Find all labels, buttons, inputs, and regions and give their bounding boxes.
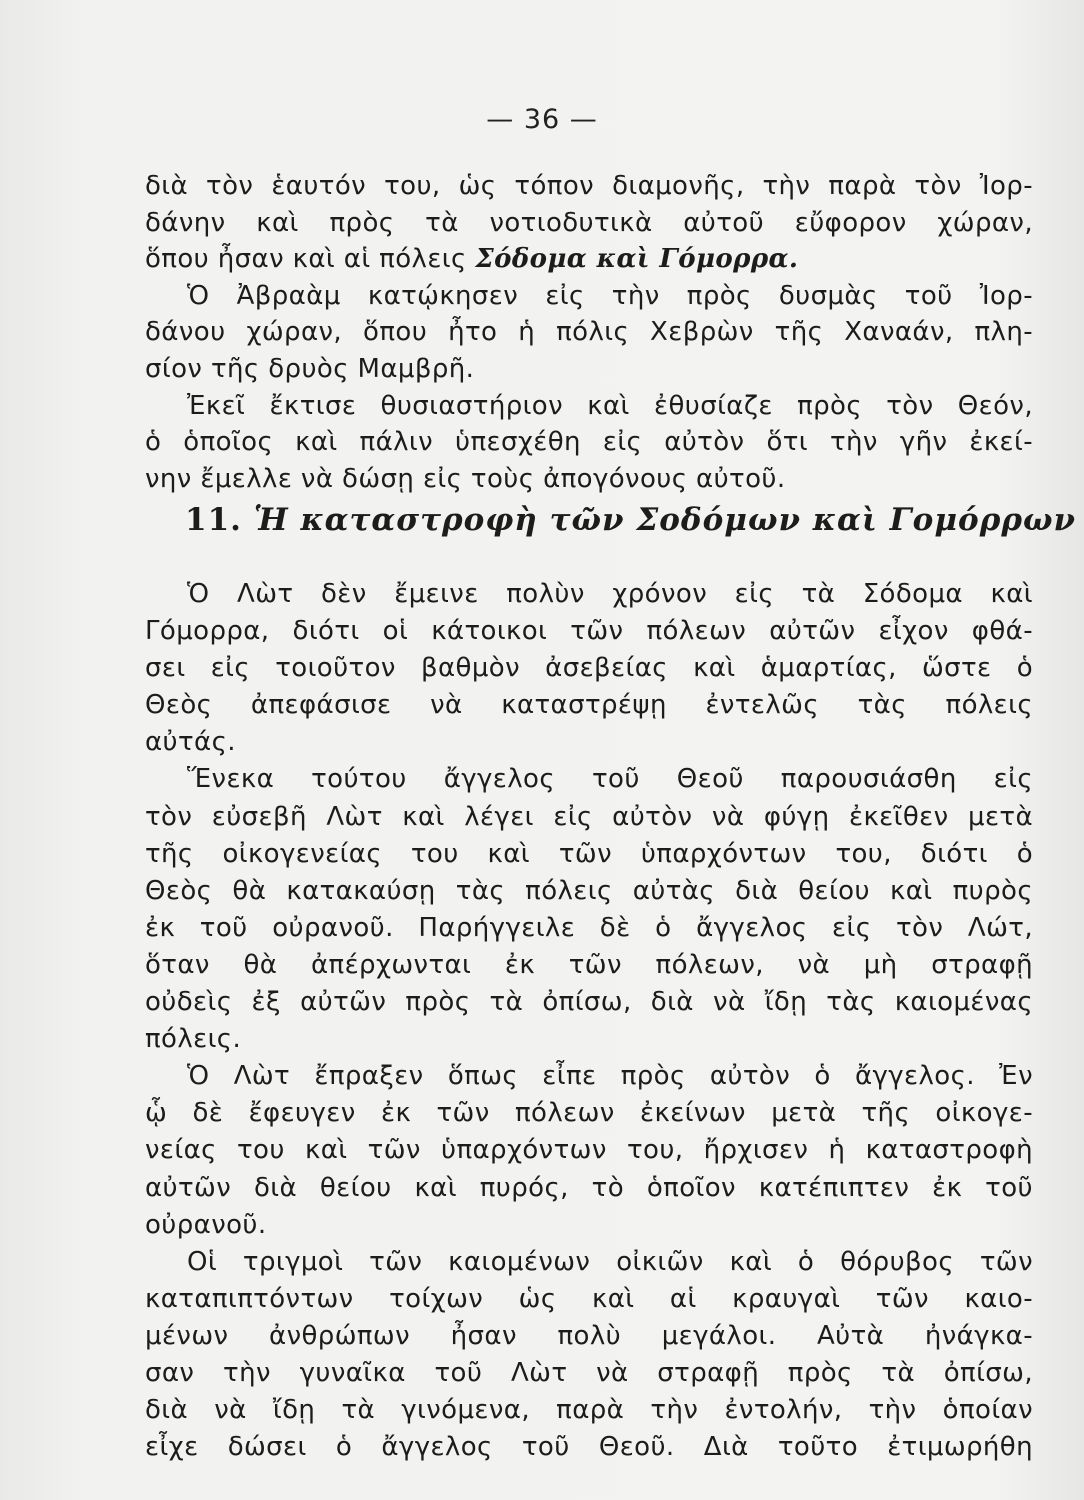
text-line: Ἐκεῖ ἔκτισε θυσιαστήριον καὶ ἐθυσίαζε πρὸς τὸν Θεόν, xyxy=(187,390,1033,421)
text-line: διὰ νὰ ἴδῃ τὰ γινόμενα, παρὰ τὴν ἐντολήν, τὴν ὁποίαν xyxy=(145,1395,1033,1426)
text-line-start: ὅπου ἦσαν καὶ αἱ πόλεις xyxy=(145,244,467,275)
text-line: Θεὸς ἀπεφάσισε νὰ καταστρέψῃ ἐντελῶς τὰς πόλεις xyxy=(145,690,1033,721)
text-line: Οἱ τριγμοὶ τῶν καιομένων οἰκιῶν καὶ ὁ θόρυβος τῶν xyxy=(187,1246,1033,1277)
text-line: πόλεις. xyxy=(145,1024,242,1055)
section-heading xyxy=(185,502,1076,538)
text-line: Γόμορρα, διότι οἱ κάτοικοι τῶν πόλεων αὐτῶν εἶχον φθά- xyxy=(145,616,1033,647)
text-line: αὐτῶν διὰ θείου καὶ πυρός, τὸ ὁποῖον κατέπιπτεν ἐκ τοῦ xyxy=(145,1172,1033,1203)
section-title: Ἡ καταστροφὴ τῶν Σοδόμων καὶ Γομόρρων xyxy=(253,502,1076,538)
text-line: ἐκ τοῦ οὐρανοῦ. Παρήγγειλε δὲ ὁ ἄγγελος εἰς τὸν Λώτ, xyxy=(145,912,1033,943)
text-line: διὰ τὸν ἑαυτόν του, ὡς τόπον διαμονῆς, τὴν παρὰ τὸν Ἰορ- xyxy=(145,171,1033,201)
text-line: δάνην καὶ πρὸς τὰ νοτιοδυτικὰ αὐτοῦ εὔφορον χώραν, xyxy=(145,207,1033,238)
text-line: Ὁ Ἀβραὰμ κατῴκησεν εἰς τὴν πρὸς δυσμὰς τοῦ Ἰορ- xyxy=(187,280,1033,311)
page-number: — 36 — xyxy=(486,104,598,135)
text-line: σίον τῆς δρυὸς Μαμβρῆ. xyxy=(145,353,475,384)
text-line: σει εἰς τοιοῦτον βαθμὸν ἀσεβείας καὶ ἁμαρτίας, ὥστε ὁ xyxy=(145,653,1033,684)
text-line: εἶχε δώσει ὁ ἄγγελος τοῦ Θεοῦ. Διὰ τοῦτο ἐτιμωρήθη xyxy=(145,1432,1033,1463)
text-line: Ὁ Λὼτ ἔπραξεν ὅπως εἶπε πρὸς αὐτὸν ὁ ἄγγελος. Ἐν xyxy=(187,1061,1033,1092)
section-2-text xyxy=(145,576,1033,1466)
text-line xyxy=(145,241,1033,278)
section-number: 11. xyxy=(185,502,242,538)
text-line: Ἕνεκα τούτου ἄγγελος τοῦ Θεοῦ παρουσιάσθη εἰς xyxy=(187,764,1033,795)
text-line: σαν τὴν γυναῖκα τοῦ Λὼτ νὰ στραφῇ πρὸς τὰ ὀπίσω, xyxy=(145,1357,1033,1388)
text-line: Ὁ Λὼτ δὲν ἔμεινε πολὺν χρόνον εἰς τὰ Σόδομα καὶ xyxy=(187,579,1033,609)
text-line: τὸν εὐσεβῆ Λὼτ καὶ λέγει εἰς αὐτὸν νὰ φύγῃ ἐκεῖθεν μετὰ xyxy=(145,801,1033,832)
text-line: αὐτάς. xyxy=(145,727,236,758)
text-line: ὁ ὁποῖος καὶ πάλιν ὑπεσχέθη εἰς αὐτὸν ὅτι τὴν γῆν ἐκεί- xyxy=(145,427,1033,458)
emphasized-place-names: Σόδομα καὶ Γόμορρα. xyxy=(475,244,799,275)
text-line: Θεὸς θὰ κατακαύσῃ τὰς πόλεις αὐτὰς διὰ θείου καὶ πυρὸς xyxy=(145,875,1033,906)
text-line: μένων ἀνθρώπων ἦσαν πολὺ μεγάλοι. Αὐτὰ ἠνάγκα- xyxy=(145,1320,1033,1351)
text-line: νείας του καὶ τῶν ὑπαρχόντων του, ἤρχισεν ἡ καταστροφὴ xyxy=(145,1135,1033,1166)
section-1-text xyxy=(145,168,1033,497)
text-line: καταπιπτόντων τοίχων ὡς καὶ αἱ κραυγαὶ τῶν καιο- xyxy=(145,1283,1033,1314)
text-line: τῆς οἰκογενείας του καὶ τῶν ὑπαρχόντων του, διότι ὁ xyxy=(145,838,1033,869)
text-line: ᾧ δὲ ἔφευγεν ἐκ τῶν πόλεων ἐκείνων μετὰ τῆς οἰκογε- xyxy=(145,1098,1033,1129)
text-line: νην ἔμελλε νὰ δώσῃ εἰς τοὺς ἀπογόνους αὐτοῦ. xyxy=(145,463,786,494)
text-line: οὐρανοῦ. xyxy=(145,1209,267,1240)
text-line: ὅταν θὰ ἀπέρχωνται ἐκ τῶν πόλεων, νὰ μὴ στραφῇ xyxy=(145,949,1033,980)
text-line: οὐδεὶς ἐξ αὐτῶν πρὸς τὰ ὀπίσω, διὰ νὰ ἴδῃ τὰς καιομένας xyxy=(145,987,1033,1018)
text-line: δάνου χώραν, ὅπου ἦτο ἡ πόλις Χεβρὼν τῆς Χαναάν, πλη- xyxy=(145,317,1033,348)
